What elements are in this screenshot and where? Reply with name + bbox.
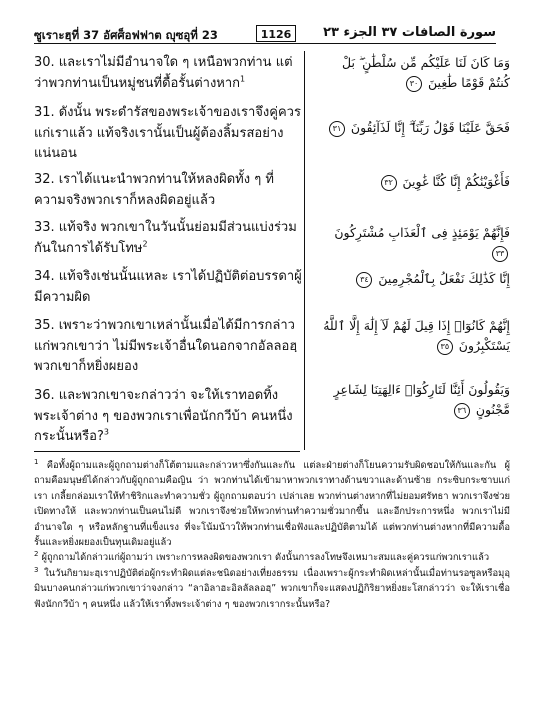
- verse-31-arabic: [320, 118, 510, 138]
- arabic-text: إِنَّهُمْ كَانُوٓا۟ إِذَا قِيلَ لَهُمْ لَآ إِلَٰهَ إِلَّا ٱللَّهُ يَسْتَكْبِرُونَ: [323, 318, 510, 353]
- arabic-text: فَإِنَّهُمْ يَوْمَئِذٍ فِى ٱلْعَذَابِ مُشْتَرِكُونَ: [334, 225, 510, 240]
- verse-number: 32.: [34, 172, 55, 187]
- header-rule: [34, 43, 496, 44]
- verse-33-translation: [34, 218, 302, 259]
- footnote-1: [34, 458, 510, 550]
- verse-35-arabic: [320, 316, 510, 356]
- verse-30-arabic: [320, 53, 510, 93]
- verse-32-translation: [34, 170, 302, 211]
- footnote-text: ผู้ถูกถามได้กล่าวแก่ผู้ถามว่า เพราะการหลงผิดของพวกเรา ดังนั้นการลงโทษจึงเหมาะสมและคู่ควรแก่พวกเราแล้ว: [41, 552, 490, 564]
- verse-32-arabic: [320, 172, 510, 192]
- footnote-ref: 3: [103, 427, 109, 437]
- verse-31-translation: [34, 103, 302, 165]
- verse-30-translation: [34, 53, 302, 94]
- header-surah-thai: ซูเราะฮฺที่ 37 อัศศ็อฟฟาต ญุซอุที่ 23: [34, 28, 218, 42]
- verse-number: 33.: [34, 220, 55, 235]
- verse-35-translation: [34, 316, 302, 378]
- verse-text: แท้จริงเช่นนั้นแหละ เราได้ปฏิบัติต่อบรรดาผู้มีความผิด: [34, 269, 302, 305]
- footnote-ref: 2: [142, 239, 148, 249]
- verse-number: 34.: [34, 269, 55, 284]
- footnote-rule: [34, 451, 300, 452]
- footnote-marker: 2: [34, 550, 39, 559]
- footnote-marker: 1: [34, 457, 39, 466]
- verse-text: เราได้แนะนำพวกท่านให้หลงผิดทั้ง ๆ ที่ความจริงพวกเราก็หลงผิดอยู่แล้ว: [34, 172, 274, 208]
- arabic-text: وَيَقُولُونَ أَئِنَّا لَتَارِكُوٓا۟ ءَالِهَتِنَا لِشَاعِرٍ مَّجْنُونٍ: [333, 382, 510, 417]
- footnotes: [34, 458, 510, 612]
- page-number: 1126: [256, 25, 296, 42]
- verse-number: 36.: [34, 388, 55, 403]
- verse-36-arabic: [320, 380, 510, 420]
- verse-number: 35.: [34, 318, 55, 333]
- verse-text: เพราะว่าพวกเขาเหล่านั้นเมื่อได้มีการกล่าวแก่พวกเขาว่า ไม่มีพระเจ้าอื่นใดนอกจากอัลลอฮฺ พวกเขาก็หยิ่งผยอง: [34, 318, 298, 374]
- arabic-text: فَأَغْوَيْنَٰكُمْ إِنَّا كُنَّا غَٰوِينَ: [402, 174, 510, 189]
- verse-34-translation: [34, 267, 302, 308]
- footnote-ref: 1: [240, 74, 246, 84]
- ayah-marker: ٣٤: [356, 272, 372, 288]
- header-surah-arabic: سورة الصافات ٣٧ الجزء ٢٣: [323, 25, 496, 40]
- verse-34-arabic: [320, 269, 510, 289]
- arabic-text: وَمَا كَانَ لَنَا عَلَيْكُم مِّن سُلْطَٰنٍ ۖ بَلْ كُنتُمْ قَوْمًا طَٰغِينَ: [342, 55, 510, 90]
- ayah-marker: ٣١: [329, 121, 345, 137]
- ayah-marker: ٣٥: [437, 339, 453, 355]
- verse-text: และพวกเขาจะกล่าวว่า จะให้เราทอดทิ้งพระเจ้าต่าง ๆ ของพวกเราเพื่อนักกวีบ้า คนหนึ่งกระนั้นหรือ?: [34, 388, 293, 444]
- ayah-marker: ٣٢: [381, 175, 397, 191]
- ayah-marker: ٣٠: [406, 76, 422, 92]
- ayah-marker: ٣٦: [454, 403, 470, 419]
- footnote-3: [34, 566, 510, 612]
- ayah-marker: ٣٣: [492, 246, 508, 262]
- verse-text: ดังนั้น พระดำรัสของพระเจ้าของเราจึงคู่ควรแก่เราแล้ว แท้จริงเรานั้นเป็นผู้ต้องลิ้มรสอย่างแน่นอน: [34, 105, 301, 161]
- column-divider: [304, 51, 305, 450]
- footnote-text: คือทั้งผู้ถามและผู้ถูกถามต่างก็โต้ตามและกล่าวหาซึ่งกันและกัน แต่ละฝ่ายต่างก็โยนความรับผิดชอบให้กันและกัน ผู้ถามคือมนุษย์ได้กล่าวกับผู้ถูกถามคือญิน ว่า พวกท่านได้เข้ามาหาพวกเราทางด้านขวาและด้านซ้าย กระซิบกระซาบแก่เรา เกลี้ยกล่อมเราให้ทำชิริกและทำความชั่ว ผู้ถูกถามตอบว่า เปล่าเลย พวกท่านต่างหากที่ไม่ยอมศรัทธา พวกเราจึงช่วยเปิดทางให้ และพวกท่านเป็นคนไม่ดี พวกเราจึงช่วยให้พวกท่านทำความชั่วมากขึ้น และอีกประการหนึ่ง พวกเราไม่มีอำนาจใด ๆ หรือหลักฐานที่แข็งแรง ที่จะโน้มน้าวให้พวกท่านเชื่อฟังและปฏิบัติตามได้ แต่พวกท่านต่างหากที่มีความดื้อรั้นและหยิ่งผยองเป็นทุนเดิมอยู่แล้ว: [34, 460, 511, 549]
- page-header: [34, 25, 496, 45]
- verse-36-translation: [34, 386, 302, 448]
- footnote-text: ในวันกิยามะฮฺเราปฏิบัติต่อผู้กระทำผิดแต่ละชนิดอย่างเที่ยงธรรม เนื่องเพราะผู้กระทำผิดเหล่านั้นเมื่อท่านรอซูลหรือมุอฺมินบางคนกล่าวแก่พวกเขาว่าจงกล่าว “ลาอิลาฮะอิลลัลลอฮฺ” พวกเขาก็จะแสดงปฏิกิริยาหยิ่งยะโสกล่าวว่า จะให้เราเชื่อฟังนักกวีบ้า ๆ คนหนึ่ง แล้วให้เราทิ้งพระเจ้าต่าง ๆ ของพวกเรากระนั้นหรือ?: [34, 567, 510, 610]
- verse-text: แท้จริง พวกเขาในวันนั้นย่อมมีส่วนแบ่งร่วมกันในการได้รับโทษ: [34, 220, 297, 256]
- footnote-2: [34, 550, 510, 565]
- footnote-marker: 3: [34, 565, 39, 574]
- verse-text: และเราไม่มีอำนาจใด ๆ เหนือพวกท่าน แต่ว่าพวกท่านเป็นหมู่ชนที่ดื้อรั้นต่างหาก: [34, 55, 293, 91]
- arabic-text: فَحَقَّ عَلَيْنَا قَوْلُ رَبِّنَآ ۖ إِنَّا لَذَآئِقُونَ: [350, 120, 510, 135]
- arabic-text: إِنَّا كَذَٰلِكَ نَفْعَلُ بِٱلْمُجْرِمِينَ: [378, 271, 510, 286]
- verse-number: 30.: [34, 55, 55, 70]
- verse-33-arabic: [320, 223, 510, 263]
- verse-number: 31.: [34, 105, 55, 120]
